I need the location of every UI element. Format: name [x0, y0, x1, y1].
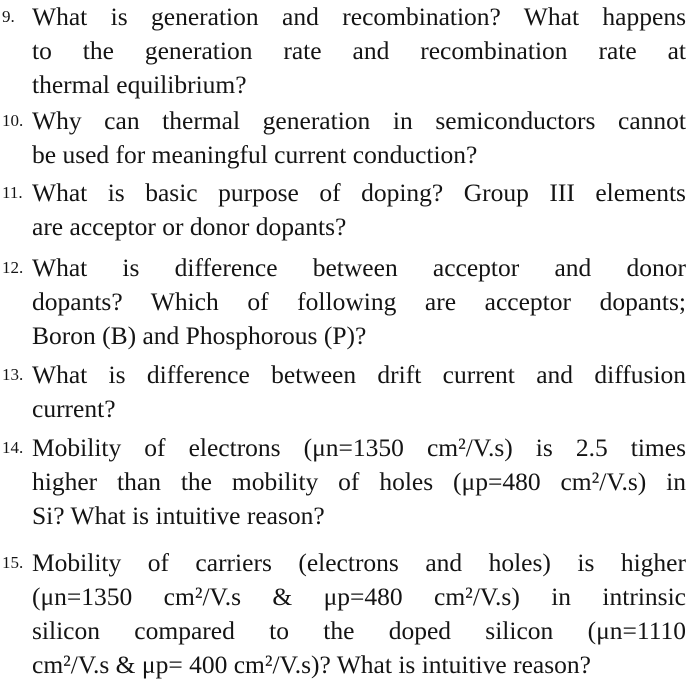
question-text-line: be used for meaningful current conduction?	[32, 140, 478, 169]
question-13	[0, 358, 690, 426]
question-text-line: thermal equilibrium?	[32, 70, 247, 99]
question-text-line: What is difference between drift current and diffusion	[32, 360, 686, 389]
question-text-line: Boron (B) and Phosphorous (P)?	[32, 321, 367, 350]
question-text-line: higher than the mobility of holes (μp=480 cm²/V.s) in	[32, 467, 686, 496]
question-number: 14.	[2, 438, 24, 457]
question-text-line: silicon compared to the doped silicon (μn=1110	[32, 616, 686, 645]
question-15	[0, 546, 690, 682]
question-number: 13.	[2, 365, 24, 384]
question-text-line: (μn=1350 cm²/V.s & μp=480 cm²/V.s) in intrinsic	[32, 582, 686, 611]
question-10	[0, 104, 690, 172]
question-text-line: dopants? Which of following are acceptor dopants;	[32, 287, 686, 316]
question-number: 10.	[2, 111, 24, 130]
question-9	[0, 0, 690, 102]
question-text-line: What is basic purpose of doping? Group III elements	[32, 178, 686, 207]
question-12	[0, 251, 690, 353]
question-number: 11.	[2, 183, 23, 202]
question-text-line: to the generation rate and recombination rate at	[32, 36, 686, 65]
question-text-line: Mobility of electrons (μn=1350 cm²/V.s) is 2.5 times	[32, 433, 686, 462]
question-text-line: Mobility of carriers (electrons and holes) is higher	[32, 548, 686, 577]
question-11	[0, 176, 690, 244]
question-text-line: What is generation and recombination? What happens	[32, 2, 686, 31]
question-number: 12.	[2, 258, 24, 277]
question-text-line: Si? What is intuitive reason?	[32, 501, 325, 530]
question-text-line: current?	[32, 394, 116, 423]
question-text-line: What is difference between acceptor and donor	[32, 253, 686, 282]
question-number: 15.	[2, 553, 24, 572]
question-14	[0, 431, 690, 533]
question-number: 9.	[2, 7, 15, 26]
question-text-line: cm²/V.s & μp= 400 cm²/V.s)? What is intuitive reason?	[32, 650, 591, 679]
question-text-line: Why can thermal generation in semiconductors cannot	[32, 106, 686, 135]
question-text-line: are acceptor or donor dopants?	[32, 212, 347, 241]
